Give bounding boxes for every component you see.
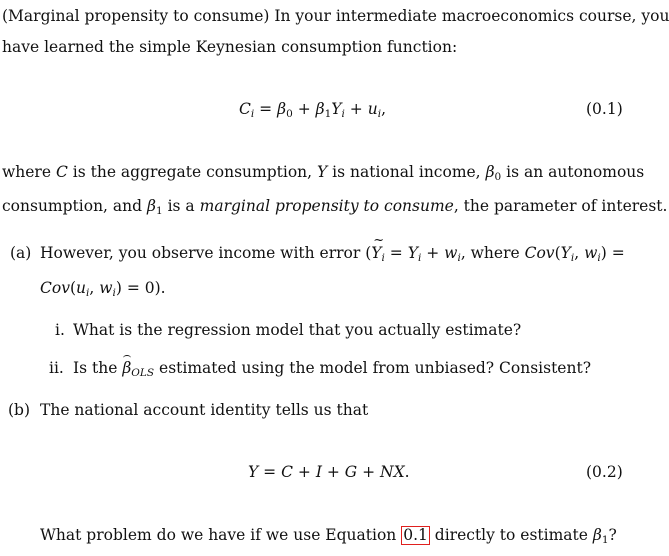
definitions-line-2: consumption, and $\beta_1$ is a marginal propensity to consume, the parameter of interest.: [2, 197, 668, 217]
mpc-term: marginal propensity to consume: [199, 197, 454, 215]
intro-line-1: (Marginal propensity to consume) In your intermediate macroeconomics course, you: [2, 7, 669, 25]
part-b-question: What problem do we have if we use Equation 0.1 directly to estimate $\beta_1$?: [40, 526, 617, 546]
equation-number-0-1: (0.1): [586, 100, 623, 118]
part-a-item-2-label: ii.: [49, 359, 64, 377]
part-a-item-1-text: What is the regression model that you actually estimate?: [73, 321, 522, 339]
part-b-text: The national account identity tells us that: [40, 401, 369, 419]
part-a-line-1: However, you observe income with error (~ $Y_i = Y_i + w_i$, where $Cov(Y_i$, $w_i$) =: [40, 243, 625, 263]
consumption-equation: $C_i = \beta_0 + \beta_1Y_i + u_i$,: [239, 100, 387, 120]
definitions-line-1: where C is the aggregate consumption, Y is national income, $\beta_0$ is an autonomous: [2, 163, 645, 183]
part-a-line-2: $Cov(u_i$, $w_i) = 0$).: [40, 279, 166, 299]
part-a-item-1-label: i.: [55, 321, 65, 339]
part-a-label: (a): [10, 244, 32, 262]
equation-number-0-2: (0.2): [586, 463, 623, 481]
equation-reference-link[interactable]: 0.1: [403, 526, 428, 544]
national-account-identity-equation: Y = C + I + G + NX.: [248, 463, 410, 481]
intro-line-2: have learned the simple Keynesian consumption function:: [2, 38, 458, 56]
part-b-label: (b): [8, 401, 31, 419]
part-a-item-2-text: Is the $\beta_{OLS}$ estimated using the model from unbiased? Consistent?: [73, 359, 592, 379]
